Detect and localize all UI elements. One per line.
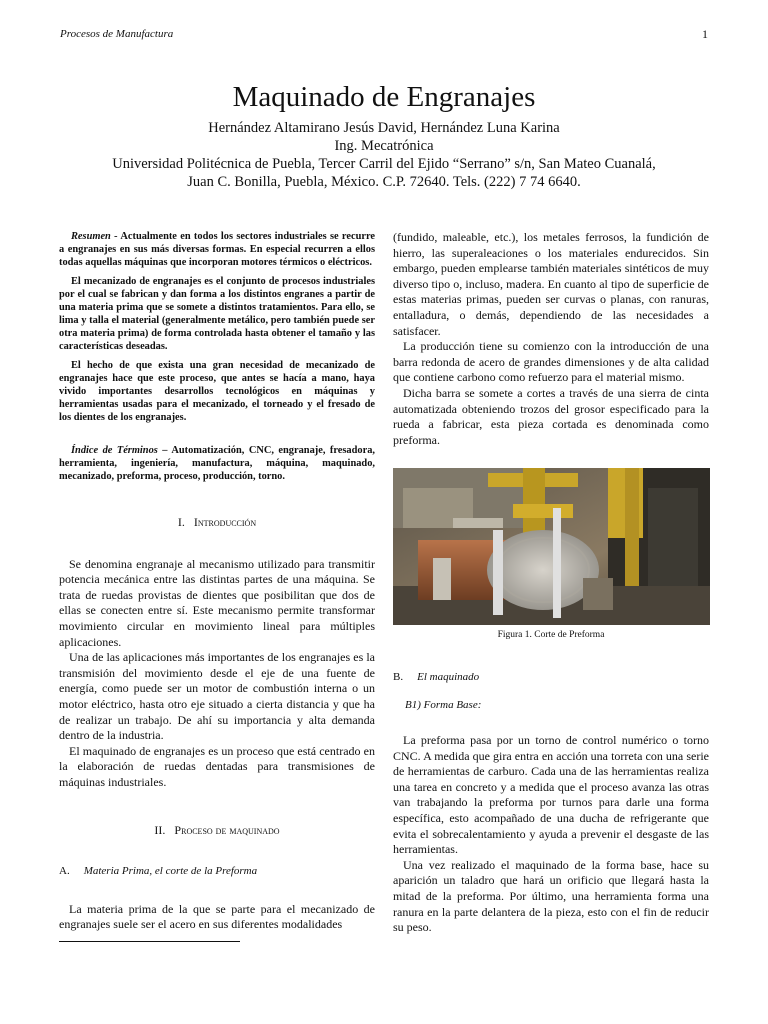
- section-title: Introducción: [193, 515, 257, 529]
- right-column: [393, 230, 709, 936]
- index-terms-text: – Automatización, CNC, engranaje, fresadora, herramienta, ingeniería, manufactura, máquina, maquinado, mecanizado, preforma, proceso, producción, torno.: [59, 445, 376, 482]
- section-numeral: II.: [154, 822, 166, 837]
- subsection-letter: B.: [393, 670, 404, 683]
- section-heading-introduccion: [59, 515, 375, 531]
- subsection-heading-b: [393, 670, 709, 686]
- body-paragraph: La producción tiene su comienzo con la introducción de una barra redonda de acero de grandes dimensiones y de alta calidad que contiene carbono como refuerzo para el material mismo.: [393, 339, 709, 385]
- body-paragraph: La materia prima de la que se parte para el mecanizado de engranajes suele ser el acero en sus diferentes modalidades: [59, 901, 375, 932]
- abstract-text: Actualmente en todos los sectores industriales se recurre a engranajes en sus más diversas formas. En especial recurren a ellos todas aquellas máquinas que incorporan motores térmicos o eléctricos.: [59, 231, 375, 268]
- body-paragraph: El maquinado de engranajes es un proceso que está centrado en la elaboración de ruedas dentadas para transmisiones de máquinas industriales.: [59, 743, 375, 789]
- program: Ing. Mecatrónica: [334, 137, 434, 154]
- left-column: [59, 230, 375, 933]
- body-paragraph: Una vez realizado el maquinado de la forma base, hace su aparición un taladro que hará un orificio que llegará hasta la mitad de la preforma. Por último, una herramienta forma una ranura en la parte delantera de la pieza, esto con el fin de reducir su peso.: [393, 857, 709, 935]
- section-numeral: I.: [177, 515, 185, 529]
- body-paragraph: (fundido, maleable, etc.), los metales ferrosos, la fundición de hierro, las superaleaciones o los materiales endurecidos. Sin embargo, pueden emplearse también materiales sintéticos de muy diverso tipo o, incluso, madera. En cuanto al tipo de superficie de estas materias primas, pueden ser curvas o planas, con ranuras, entalladura, o demás, dependiendo de las necesidades a satisfacer.: [393, 230, 709, 338]
- section-heading-proceso: [59, 823, 375, 839]
- figure-corte-preforma: [393, 468, 710, 625]
- abstract-lead: Resumen -: [71, 231, 118, 242]
- abstract-paragraph: El hecho de que exista una gran necesidad de mecanizado de engranajes hace que este proceso, que antes se hacía a mano, haya vivido importantes desarrollos tecnológicos en máquinas y herramientas usadas para el mecanizado, el torneado y el fresado de los dientes de los engranajes.: [59, 360, 375, 423]
- address: Juan C. Bonilla, Puebla, México. C.P. 72640. Tels. (222) 7 74 6640.: [187, 173, 581, 190]
- saw-cutting-photo: [393, 468, 710, 625]
- footnote-rule: [59, 941, 240, 942]
- body-paragraph: Dicha barra se somete a cortes a través de una sierra de cinta automatizada obteniendo trozos del grosor especificado para la rueda a fabricar, esta pieza cortada es denominada como preforma.: [393, 385, 709, 447]
- body-paragraph: La preforma pasa por un torno de control numérico o torno CNC. A medida que gira entra en acción una torreta con una serie de herramientas de carburo. Cada una de las herramientas realiza una tarea en concreto y a medida que el proceso avanza las otras van trabajando la preforma por turnos para darle una forma específica, esto acompañado de una ducha de refrigerante que evita el sobrecalentamiento y ayuda a prevenir el desgaste de las herramientas.: [393, 733, 709, 857]
- body-paragraph: Una de las aplicaciones más importantes de los engranajes es la transmisión del movimiento desde el eje de una fuente de energía, como puede ser un motor de combustión interna o un motor eléctrico, hasta otro eje situado a cierta distancia y que ha de realizar un trabajo. De ahí su importancia y alta demanda dentro de la industria.: [59, 650, 375, 743]
- subsection-heading-a: [59, 864, 375, 880]
- body-paragraph: Se denomina engranaje al mecanismo utilizado para transmitir potencia mecánica entre las distintas partes de una máquina. Se trata de ruedas provistas de dientes que posibilitan que dos de ellas se conecten entre sí. Este mecanismo permite transformar movimiento circular en movimiento lineal para múltiples aplicaciones.: [59, 556, 375, 649]
- abstract: [59, 230, 375, 424]
- authors: Hernández Altamirano Jesús David, Hernández Luna Karina: [208, 119, 560, 136]
- abstract-paragraph: El mecanizado de engranajes es el conjunto de procesos industriales por el cual se fabrican y dan forma a los distintos engranes a partir de una materia prima que se somete a distintos tratamientos. Para ello, se lima y talla el material (generalmente metálico, pero también puede ser otra materia prima) de forma controlada hasta obtener el tamaño y las características deseadas.: [59, 276, 375, 352]
- section-title: roceso de maquinado: [181, 822, 280, 837]
- subsection-letter: A.: [59, 865, 70, 878]
- subsection-title: El maquinado: [417, 670, 480, 683]
- index-terms-lead: Índice de Términos: [71, 445, 158, 456]
- subsubsection-heading-b1: B1) Forma Base:: [405, 698, 482, 711]
- subsection-title: Materia Prima, el corte de la Preforma: [83, 865, 258, 878]
- page-number: 1: [702, 27, 708, 41]
- running-title: Procesos de Manufactura: [60, 28, 174, 40]
- title-block: [40, 80, 728, 191]
- section-title-initial: P: [174, 822, 182, 837]
- index-terms: [59, 444, 375, 483]
- paper-title: Maquinado de Engranajes: [232, 81, 536, 113]
- abstract-paragraph: [59, 230, 375, 269]
- affiliation: Universidad Politécnica de Puebla, Tercer Carril del Ejido “Serrano” s/n, San Mateo Cuanalá,: [112, 155, 656, 172]
- figure-caption: Figura 1. Corte de Preforma: [497, 630, 605, 641]
